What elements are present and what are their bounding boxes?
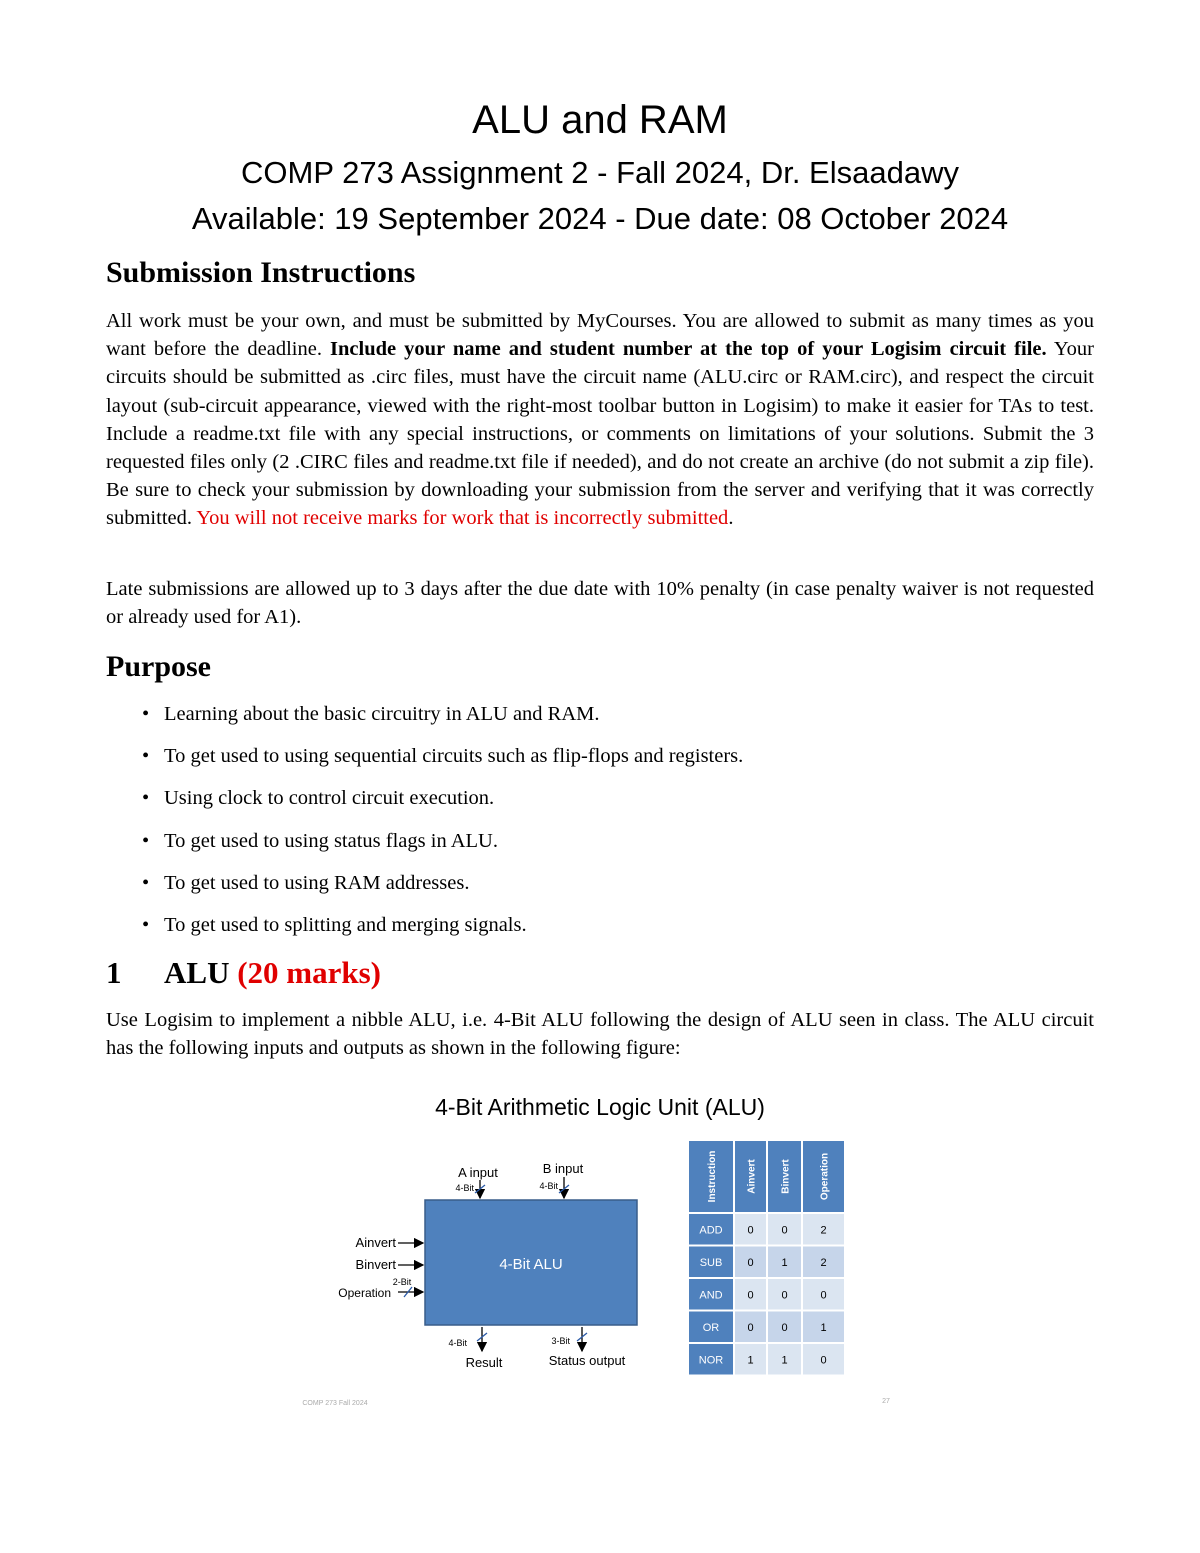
section-1-body: Use Logisim to implement a nibble ALU, i.e. 4-Bit ALU following the design of ALU seen in class. The ALU circuit has the following inputs and outputs as shown in the following figure: (106, 1009, 1094, 1060)
table-cell-text: AND (699, 1289, 723, 1302)
table-header-text: Operation (819, 1152, 831, 1201)
table-cell-text: 1 (781, 1256, 788, 1269)
table-cell-text: 0 (747, 1224, 754, 1237)
status-width-label: 3-Bit (551, 1336, 570, 1346)
b-input-label: B input (542, 1161, 584, 1176)
table-cell-text: NOR (698, 1354, 724, 1367)
instruction-table (689, 1141, 844, 1375)
table-cell-text: 1 (820, 1321, 827, 1334)
table-cell-text: SUB (699, 1256, 723, 1269)
result-label: Result (465, 1355, 503, 1370)
status-label: Status output (548, 1353, 626, 1368)
late-policy-paragraph: Late submissions are allowed up to 3 days after the due date with 10% penalty (in case penalty waiver is not requested or already used for A1). (106, 578, 1094, 629)
bullet-icon: • (142, 787, 150, 810)
list-item (106, 827, 743, 869)
table-header-text: Binvert (780, 1159, 792, 1194)
submission-text-b: Your circuits should be submitted as .circ files, must have the circuit name (ALU.circ or RAM.circ), and respect the circuit layout (sub-circuit appearance, viewed with the right-most toolbar button in Logisim) to make it easier for TAs to test. Include a readme.txt file with any special instructions, or comments on limitations of your solutions. Submit the 3 requested files only (2 .CIRC files and readme.txt file if needed), and do not create an archive (do not submit a zip file). Be sure to check your submission by downloading your submission from the server and verifying that it was correctly submitted. (106, 338, 1094, 530)
bullet-icon: • (142, 703, 150, 725)
alu-label: 4-Bit ALU (499, 1256, 563, 1273)
list-item (106, 700, 743, 742)
result-width-label: 4-Bit (448, 1338, 467, 1348)
submission-paragraph (106, 307, 1094, 533)
table-cell-text: OR (702, 1321, 720, 1334)
figure-title: 4-Bit Arithmetic Logic Unit (ALU) (435, 1094, 765, 1120)
purpose-item-text: To get used to splitting and merging signals. (164, 913, 527, 936)
table-cell-text: 0 (820, 1289, 827, 1302)
binvert-label: Binvert (355, 1257, 396, 1272)
section-1-heading (106, 955, 381, 991)
bullet-icon: • (142, 829, 150, 852)
operation-width-label: 2-Bit (392, 1277, 412, 1287)
figure-footer-right: 27 (882, 1398, 890, 1405)
bullet-icon: • (142, 871, 150, 894)
document-subtitle: COMP 273 Assignment 2 - Fall 2024, Dr. Elsaadawy (241, 155, 959, 190)
table-header-text: Instruction (707, 1150, 718, 1203)
purpose-item-text: Learning about the basic circuitry in ALU and RAM. (164, 703, 600, 725)
table-cell-text: 1 (781, 1354, 788, 1367)
list-item (106, 911, 743, 953)
operation-label: Operation (338, 1286, 391, 1300)
purpose-item-text: To get used to using RAM addresses. (164, 871, 470, 894)
table-cell-text: 0 (781, 1321, 788, 1334)
bullet-icon: • (142, 745, 150, 768)
a-width-label: 4-Bit (455, 1183, 474, 1193)
purpose-item-text: To get used to using sequential circuits such as flip-flops and registers. (164, 745, 744, 768)
section-number: 1 (106, 955, 122, 990)
table-cell-text: 0 (781, 1224, 788, 1237)
section-title: ALU (164, 955, 230, 990)
table-cell-text: 0 (747, 1256, 754, 1269)
table-cell-text: 1 (747, 1354, 754, 1367)
purpose-item-text: To get used to using status flags in ALU. (164, 829, 498, 852)
list-item (106, 869, 743, 911)
table-cell-text: 0 (820, 1354, 827, 1367)
section-marks: (20 marks) (237, 955, 381, 990)
table-cell-text: 0 (781, 1289, 788, 1302)
figure-footer-left: COMP 273 Fall 2024 (302, 1400, 368, 1407)
submission-text-a: All work must be your own, and must be submitted by MyCourses. You are allowed to submit as many times as you want before the deadline. (106, 310, 1094, 361)
a-input-label: A input (458, 1165, 498, 1180)
table-header-text: Ainvert (746, 1159, 758, 1194)
table-cell-text: ADD (699, 1224, 723, 1237)
bullet-icon: • (142, 913, 150, 936)
submission-text-end: . (728, 507, 734, 530)
alu-figure (300, 1085, 900, 1415)
table-cell-text: 2 (820, 1256, 827, 1269)
purpose-heading: Purpose (106, 650, 211, 683)
purpose-item-text: Using clock to control circuit execution. (164, 787, 495, 810)
submission-text-bold: Include your name and student number at the top of your Logisim circuit file. (330, 338, 1047, 361)
table-cell-text: 2 (820, 1224, 827, 1237)
list-item (106, 784, 743, 826)
table-cell-text: 0 (747, 1289, 754, 1302)
purpose-list (106, 700, 743, 953)
b-width-label: 4-Bit (539, 1181, 558, 1191)
list-item (106, 742, 743, 784)
ainvert-label: Ainvert (355, 1235, 396, 1250)
document-title: ALU and RAM (472, 98, 728, 142)
document-dates: Available: 19 September 2024 - Due date: 08 October 2024 (191, 201, 1009, 236)
submission-warning: You will not receive marks for work that is incorrectly submitted (196, 507, 729, 530)
table-cell-text: 0 (747, 1321, 754, 1334)
submission-heading: Submission Instructions (106, 256, 416, 289)
